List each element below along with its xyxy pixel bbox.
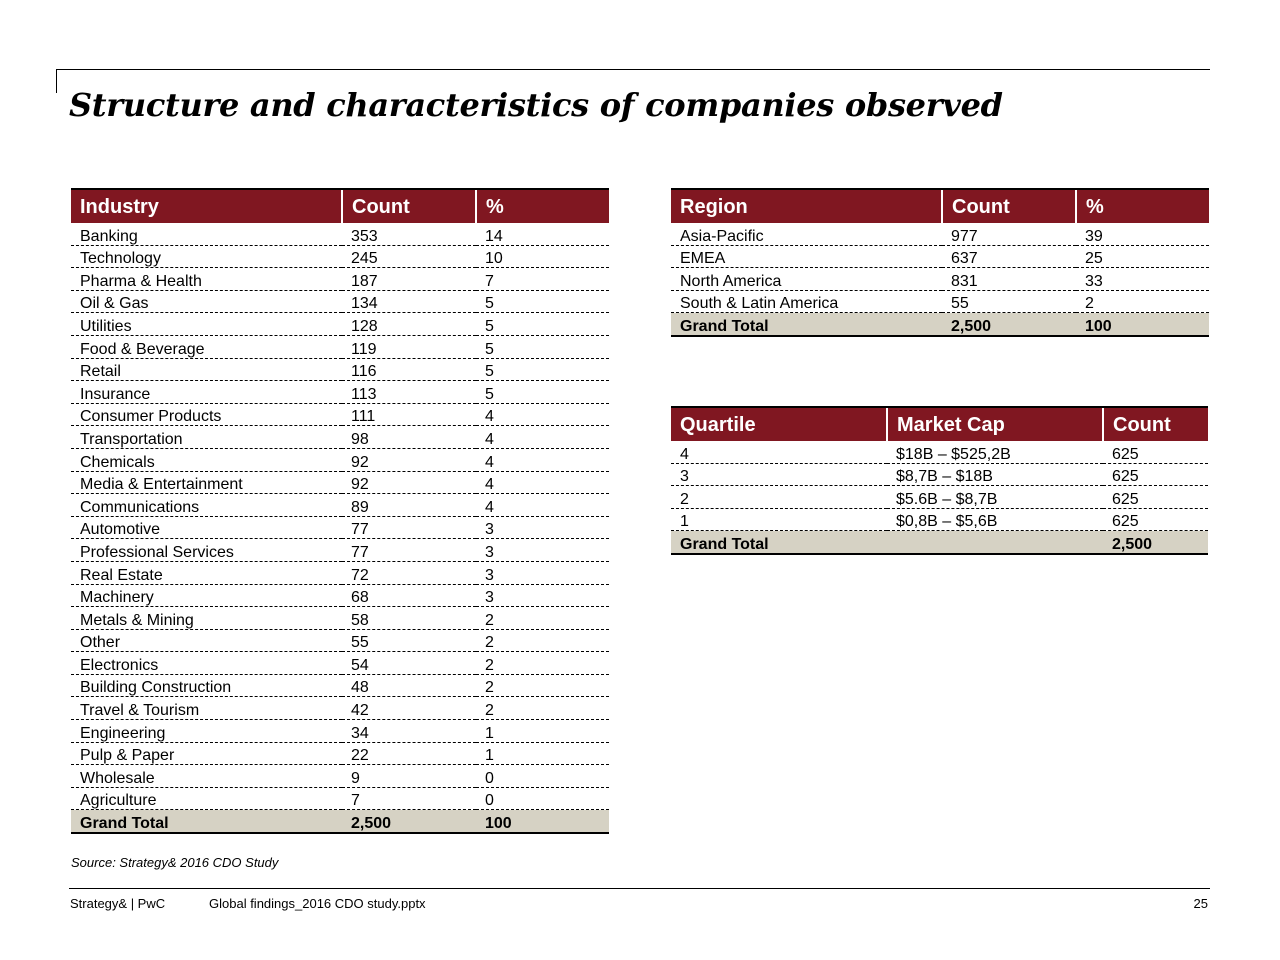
table-cell: Retail xyxy=(71,358,342,381)
table-cell: 1 xyxy=(476,742,609,765)
column-header: Region xyxy=(671,189,942,223)
table-cell: 3 xyxy=(476,539,609,562)
table-cell: Utilities xyxy=(71,313,342,336)
header-row xyxy=(671,189,1209,223)
table-cell: 25 xyxy=(1076,245,1209,268)
table-cell: 0 xyxy=(476,787,609,810)
table-row xyxy=(71,471,609,494)
table-cell: 625 xyxy=(1103,486,1208,509)
top-corner-tick xyxy=(56,69,57,93)
table-cell: 625 xyxy=(1103,508,1208,531)
table-row xyxy=(71,313,609,336)
table-cell: 187 xyxy=(342,268,476,291)
table-cell: Electronics xyxy=(71,652,342,675)
page-title: Structure and characteristics of companies observed xyxy=(69,86,1003,124)
footer-rule xyxy=(69,888,1210,889)
total-cell: Grand Total xyxy=(671,313,942,336)
table-row xyxy=(71,584,609,607)
table-row xyxy=(71,742,609,765)
total-cell: 100 xyxy=(1076,313,1209,336)
total-cell: 2,500 xyxy=(942,313,1076,336)
table-row xyxy=(71,358,609,381)
table-cell: 48 xyxy=(342,674,476,697)
table-cell: South & Latin America xyxy=(671,290,942,313)
table-cell: Food & Beverage xyxy=(71,335,342,358)
table-cell: 92 xyxy=(342,448,476,471)
table-row xyxy=(71,245,609,268)
table-cell: Insurance xyxy=(71,381,342,404)
table-cell: 14 xyxy=(476,223,609,245)
table-cell: 5 xyxy=(476,381,609,404)
table-cell: 113 xyxy=(342,381,476,404)
table-cell: 98 xyxy=(342,426,476,449)
table-cell: 5 xyxy=(476,358,609,381)
table-cell: Real Estate xyxy=(71,561,342,584)
table-cell: 55 xyxy=(942,290,1076,313)
table-cell: 245 xyxy=(342,245,476,268)
table-cell: 33 xyxy=(1076,268,1209,291)
table-row xyxy=(71,290,609,313)
table-cell: Oil & Gas xyxy=(71,290,342,313)
table-row xyxy=(71,720,609,743)
table-cell: Banking xyxy=(71,223,342,245)
table-cell: 4 xyxy=(476,471,609,494)
region-table xyxy=(671,188,1209,337)
table-cell: 1 xyxy=(671,508,887,531)
table-cell: 637 xyxy=(942,245,1076,268)
table-cell: 1 xyxy=(476,720,609,743)
table-cell: Technology xyxy=(71,245,342,268)
table-cell: Communications xyxy=(71,494,342,517)
table-cell: 5 xyxy=(476,313,609,336)
table-row xyxy=(71,697,609,720)
table-cell: 34 xyxy=(342,720,476,743)
table-cell: Machinery xyxy=(71,584,342,607)
table-cell: 89 xyxy=(342,494,476,517)
grand-total-row xyxy=(71,810,609,833)
table-cell: 7 xyxy=(476,268,609,291)
table-cell: Pulp & Paper xyxy=(71,742,342,765)
table-cell: 116 xyxy=(342,358,476,381)
column-header: % xyxy=(1076,189,1209,223)
table-cell: Consumer Products xyxy=(71,403,342,426)
table-cell: 77 xyxy=(342,516,476,539)
table-row xyxy=(71,629,609,652)
table-cell: 10 xyxy=(476,245,609,268)
table-cell: 111 xyxy=(342,403,476,426)
table-cell: 4 xyxy=(671,441,887,463)
table-cell: Wholesale xyxy=(71,765,342,788)
table-row xyxy=(71,426,609,449)
table-cell: 625 xyxy=(1103,463,1208,486)
total-cell: Grand Total xyxy=(71,810,342,833)
table-row xyxy=(71,381,609,404)
table-cell: Chemicals xyxy=(71,448,342,471)
table-cell: $8,7B – $18B xyxy=(887,463,1103,486)
table-cell: 134 xyxy=(342,290,476,313)
table-row xyxy=(71,539,609,562)
industry-table xyxy=(71,188,609,834)
table-row xyxy=(71,494,609,517)
table-cell: 353 xyxy=(342,223,476,245)
table-cell: 2 xyxy=(476,652,609,675)
table-row xyxy=(71,223,609,245)
page-number: 25 xyxy=(1193,896,1208,911)
table-cell: 3 xyxy=(476,516,609,539)
table-row xyxy=(71,674,609,697)
table-cell: 831 xyxy=(942,268,1076,291)
column-header: Quartile xyxy=(671,407,887,441)
table-cell: Transportation xyxy=(71,426,342,449)
table-cell: 977 xyxy=(942,223,1076,245)
table-cell: 9 xyxy=(342,765,476,788)
quartile-table xyxy=(671,406,1208,555)
table-cell: Pharma & Health xyxy=(71,268,342,291)
table-cell: 4 xyxy=(476,494,609,517)
table-cell: Media & Entertainment xyxy=(71,471,342,494)
column-header: Market Cap xyxy=(887,407,1103,441)
column-header: Industry xyxy=(71,189,342,223)
table-row xyxy=(671,486,1208,509)
table-cell: EMEA xyxy=(671,245,942,268)
table-cell: Automotive xyxy=(71,516,342,539)
table-row xyxy=(71,268,609,291)
table-row xyxy=(671,245,1209,268)
table-cell: 92 xyxy=(342,471,476,494)
table-cell: 2 xyxy=(476,607,609,630)
total-cell: 100 xyxy=(476,810,609,833)
table-cell: 72 xyxy=(342,561,476,584)
top-rule xyxy=(56,69,1210,70)
table-row xyxy=(671,441,1208,463)
table-row xyxy=(671,463,1208,486)
table-cell: 2 xyxy=(476,629,609,652)
total-cell: 2,500 xyxy=(342,810,476,833)
table-row xyxy=(71,561,609,584)
table-cell: 68 xyxy=(342,584,476,607)
table-cell: 3 xyxy=(476,561,609,584)
table-cell: 55 xyxy=(342,629,476,652)
table-cell: Engineering xyxy=(71,720,342,743)
table-cell: 2 xyxy=(476,697,609,720)
table-cell: 0 xyxy=(476,765,609,788)
table-row xyxy=(71,448,609,471)
total-cell: Grand Total xyxy=(671,531,887,554)
table-cell: 7 xyxy=(342,787,476,810)
table-cell: 39 xyxy=(1076,223,1209,245)
column-header: Count xyxy=(342,189,476,223)
column-header: Count xyxy=(942,189,1076,223)
table-cell: Travel & Tourism xyxy=(71,697,342,720)
total-cell: 2,500 xyxy=(1103,531,1208,554)
table-cell: 3 xyxy=(671,463,887,486)
table-row xyxy=(71,516,609,539)
table-cell: 54 xyxy=(342,652,476,675)
table-cell: 4 xyxy=(476,403,609,426)
table-cell: $0,8B – $5,6B xyxy=(887,508,1103,531)
table-cell: 4 xyxy=(476,448,609,471)
column-header: % xyxy=(476,189,609,223)
header-row xyxy=(671,407,1208,441)
footer-filename: Global findings_2016 CDO study.pptx xyxy=(209,896,426,911)
table-cell: Professional Services xyxy=(71,539,342,562)
table-cell: Asia-Pacific xyxy=(671,223,942,245)
table-cell: 58 xyxy=(342,607,476,630)
table-cell: 4 xyxy=(476,426,609,449)
table-cell: Building Construction xyxy=(71,674,342,697)
grand-total-row xyxy=(671,531,1208,554)
table-row xyxy=(671,268,1209,291)
total-cell xyxy=(887,531,1103,554)
table-cell: 128 xyxy=(342,313,476,336)
table-row xyxy=(671,290,1209,313)
table-cell: 22 xyxy=(342,742,476,765)
table-cell: North America xyxy=(671,268,942,291)
table-row xyxy=(71,607,609,630)
table-cell: 119 xyxy=(342,335,476,358)
table-cell: 2 xyxy=(1076,290,1209,313)
source-note: Source: Strategy& 2016 CDO Study xyxy=(71,855,279,870)
table-row xyxy=(71,335,609,358)
table-cell: Agriculture xyxy=(71,787,342,810)
table-cell: 77 xyxy=(342,539,476,562)
table-cell: Other xyxy=(71,629,342,652)
table-row xyxy=(71,652,609,675)
column-header: Count xyxy=(1103,407,1208,441)
table-cell: 625 xyxy=(1103,441,1208,463)
header-row xyxy=(71,189,609,223)
table-cell: 5 xyxy=(476,290,609,313)
table-cell: 3 xyxy=(476,584,609,607)
table-cell: 5 xyxy=(476,335,609,358)
footer-brand: Strategy& | PwC xyxy=(70,896,166,911)
table-row xyxy=(71,765,609,788)
table-row xyxy=(71,403,609,426)
table-row xyxy=(671,508,1208,531)
table-row xyxy=(671,223,1209,245)
table-cell: 42 xyxy=(342,697,476,720)
table-cell: 2 xyxy=(476,674,609,697)
table-cell: $5.6B – $8,7B xyxy=(887,486,1103,509)
table-row xyxy=(71,787,609,810)
table-cell: $18B – $525,2B xyxy=(887,441,1103,463)
table-cell: 2 xyxy=(671,486,887,509)
grand-total-row xyxy=(671,313,1209,336)
table-cell: Metals & Mining xyxy=(71,607,342,630)
